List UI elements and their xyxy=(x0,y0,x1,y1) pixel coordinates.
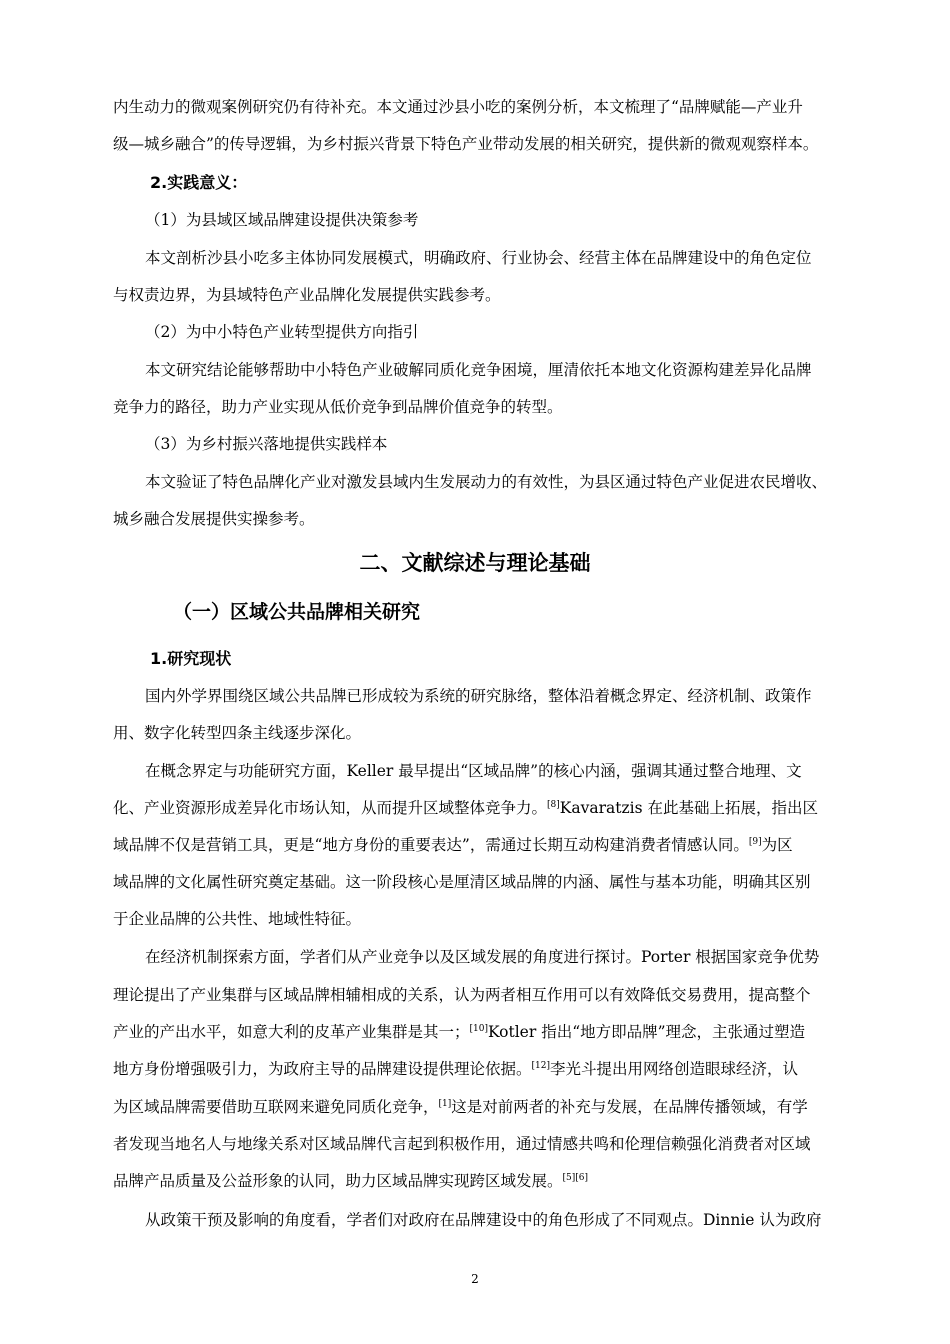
citation-10: [10] xyxy=(469,1024,488,1034)
paragraph-3-line-1: 在经济机制探索方面，学者们从产业竞争以及区域发展的角度进行探讨。Porter 根据国家竞争优势 xyxy=(145,948,820,966)
paragraph-3-line-5 xyxy=(113,1097,853,1117)
citation-1: [1] xyxy=(438,1099,452,1109)
practice-item-2-title: （2）为中小特色产业转型提供方向指引 xyxy=(145,323,419,341)
paragraph-2-line-2-text-a: 化、产业资源形成差异化市场认知，从而提升区域整体竞争力。 xyxy=(113,799,548,817)
paragraph-3-line-3-text-a: 产业的产出水平，如意大利的皮革产业集群是其一； xyxy=(113,1023,470,1041)
paragraph-3-line-3 xyxy=(113,1022,853,1042)
intro-line-1: 内生动力的微观案例研究仍有待补充。本文通过沙县小吃的案例分析，本文梳理了“品牌赋能—产业升 xyxy=(113,98,803,116)
practice-item-2-line-2: 竞争力的路径，助力产业实现从低价竞争到品牌价值竞争的转型。 xyxy=(113,398,563,416)
practice-item-1-title: （1）为县域区域品牌建设提供决策参考 xyxy=(145,211,419,229)
practice-item-3-line-1: 本文验证了特色品牌化产业对激发县域内生发展动力的有效性，为县区通过特色产业促进农民增收、 xyxy=(145,473,828,491)
paragraph-2-line-3 xyxy=(113,835,853,855)
paragraph-2-line-2-text-b: Kavaratzis 在此基础上拓展，指出区 xyxy=(559,799,818,817)
paragraph-1-line-1: 国内外学界围绕区域公共品牌已形成较为系统的研究脉络，整体沿着概念界定、经济机制、政策作 xyxy=(145,687,812,705)
paragraph-2-line-3-text-b: 为区 xyxy=(761,836,793,854)
citation-5-6: [5][6] xyxy=(562,1173,589,1183)
paragraph-1-line-2: 用、数字化转型四条主线逐步深化。 xyxy=(113,724,362,742)
paragraph-3-line-2: 理论提出了产业集群与区域品牌相辅相成的关系，认为两者相互作用可以有效降低交易费用，提高整个 xyxy=(113,986,811,1004)
paragraph-4-line-1: 从政策干预及影响的角度看，学者们对政府在品牌建设中的角色形成了不同观点。Dinnie 认为政府 xyxy=(145,1211,822,1229)
paragraph-3-line-7-text-a: 品牌产品质量及公益形象的认同，助力区域品牌实现跨区域发展。 xyxy=(113,1172,563,1190)
section-title: 二、文献综述与理论基础 xyxy=(359,551,591,575)
paragraph-2-line-1: 在概念界定与功能研究方面，Keller 最早提出“区域品牌”的核心内涵，强调其通过整合地理、文 xyxy=(145,762,802,780)
paragraph-2-line-3-text-a: 域品牌不仅是营销工具，更是“地方身份的重要表达”，需通过长期互动构建消费者情感认同。 xyxy=(113,836,749,854)
paragraph-2-line-2 xyxy=(113,798,853,818)
paragraph-3-line-4-text-b: 李光斗提出用网络创造眼球经济，认 xyxy=(550,1060,799,1078)
citation-12: [12] xyxy=(531,1061,550,1071)
paragraph-2-line-5: 于企业品牌的公共性、地域性特征。 xyxy=(113,910,362,928)
paragraph-3-line-5-text-b: 这是对前两者的补充与发展，在品牌传播领域，有学 xyxy=(451,1098,808,1116)
paragraph-3-line-3-text-b: Kotler 指出“地方即品牌”理念，主张通过塑造 xyxy=(488,1023,806,1041)
practice-item-3-title: （3）为乡村振兴落地提供实践样本 xyxy=(145,435,388,453)
paragraph-3-line-5-text-a: 为区域品牌需要借助互联网来避免同质化竞争， xyxy=(113,1098,439,1116)
paragraph-2-line-4: 域品牌的文化属性研究奠定基础。这一阶段核心是厘清区域品牌的内涵、属性与基本功能，明确其区别 xyxy=(113,873,811,891)
practice-item-2-line-1: 本文研究结论能够帮助中小特色产业破解同质化竞争困境，厘清依托本地文化资源构建差异化品牌 xyxy=(145,361,812,379)
practice-item-1-line-2: 与权责边界，为县域特色产业品牌化发展提供实践参考。 xyxy=(113,286,501,304)
citation-8: [8] xyxy=(547,800,560,810)
paragraph-3-line-4-text-a: 地方身份增强吸引力，为政府主导的品牌建设提供理论依据。 xyxy=(113,1060,532,1078)
paragraph-3-line-6: 者发现当地名人与地缘关系对区域品牌代言起到积极作用，通过情感共鸣和伦理信赖强化消费者对区域 xyxy=(113,1135,811,1153)
practice-item-1-line-1: 本文剖析沙县小吃多主体协同发展模式，明确政府、行业协会、经营主体在品牌建设中的角色定位 xyxy=(145,249,812,267)
practice-heading: 2.实践意义： xyxy=(150,173,248,192)
practice-item-3-line-2: 城乡融合发展提供实操参考。 xyxy=(113,510,315,528)
subsection-title: （一）区域公共品牌相关研究 xyxy=(173,601,421,623)
paragraph-3-line-7 xyxy=(113,1171,853,1191)
sub-subsection-title: 1.研究现状 xyxy=(150,649,232,668)
paragraph-3-line-4 xyxy=(113,1059,853,1079)
citation-9: [9] xyxy=(748,837,762,847)
intro-line-2: 级—城乡融合”的传导逻辑，为乡村振兴背景下特色产业带动发展的相关研究，提供新的微观观察样本。 xyxy=(113,135,819,153)
page-number: 2 xyxy=(471,1272,479,1286)
